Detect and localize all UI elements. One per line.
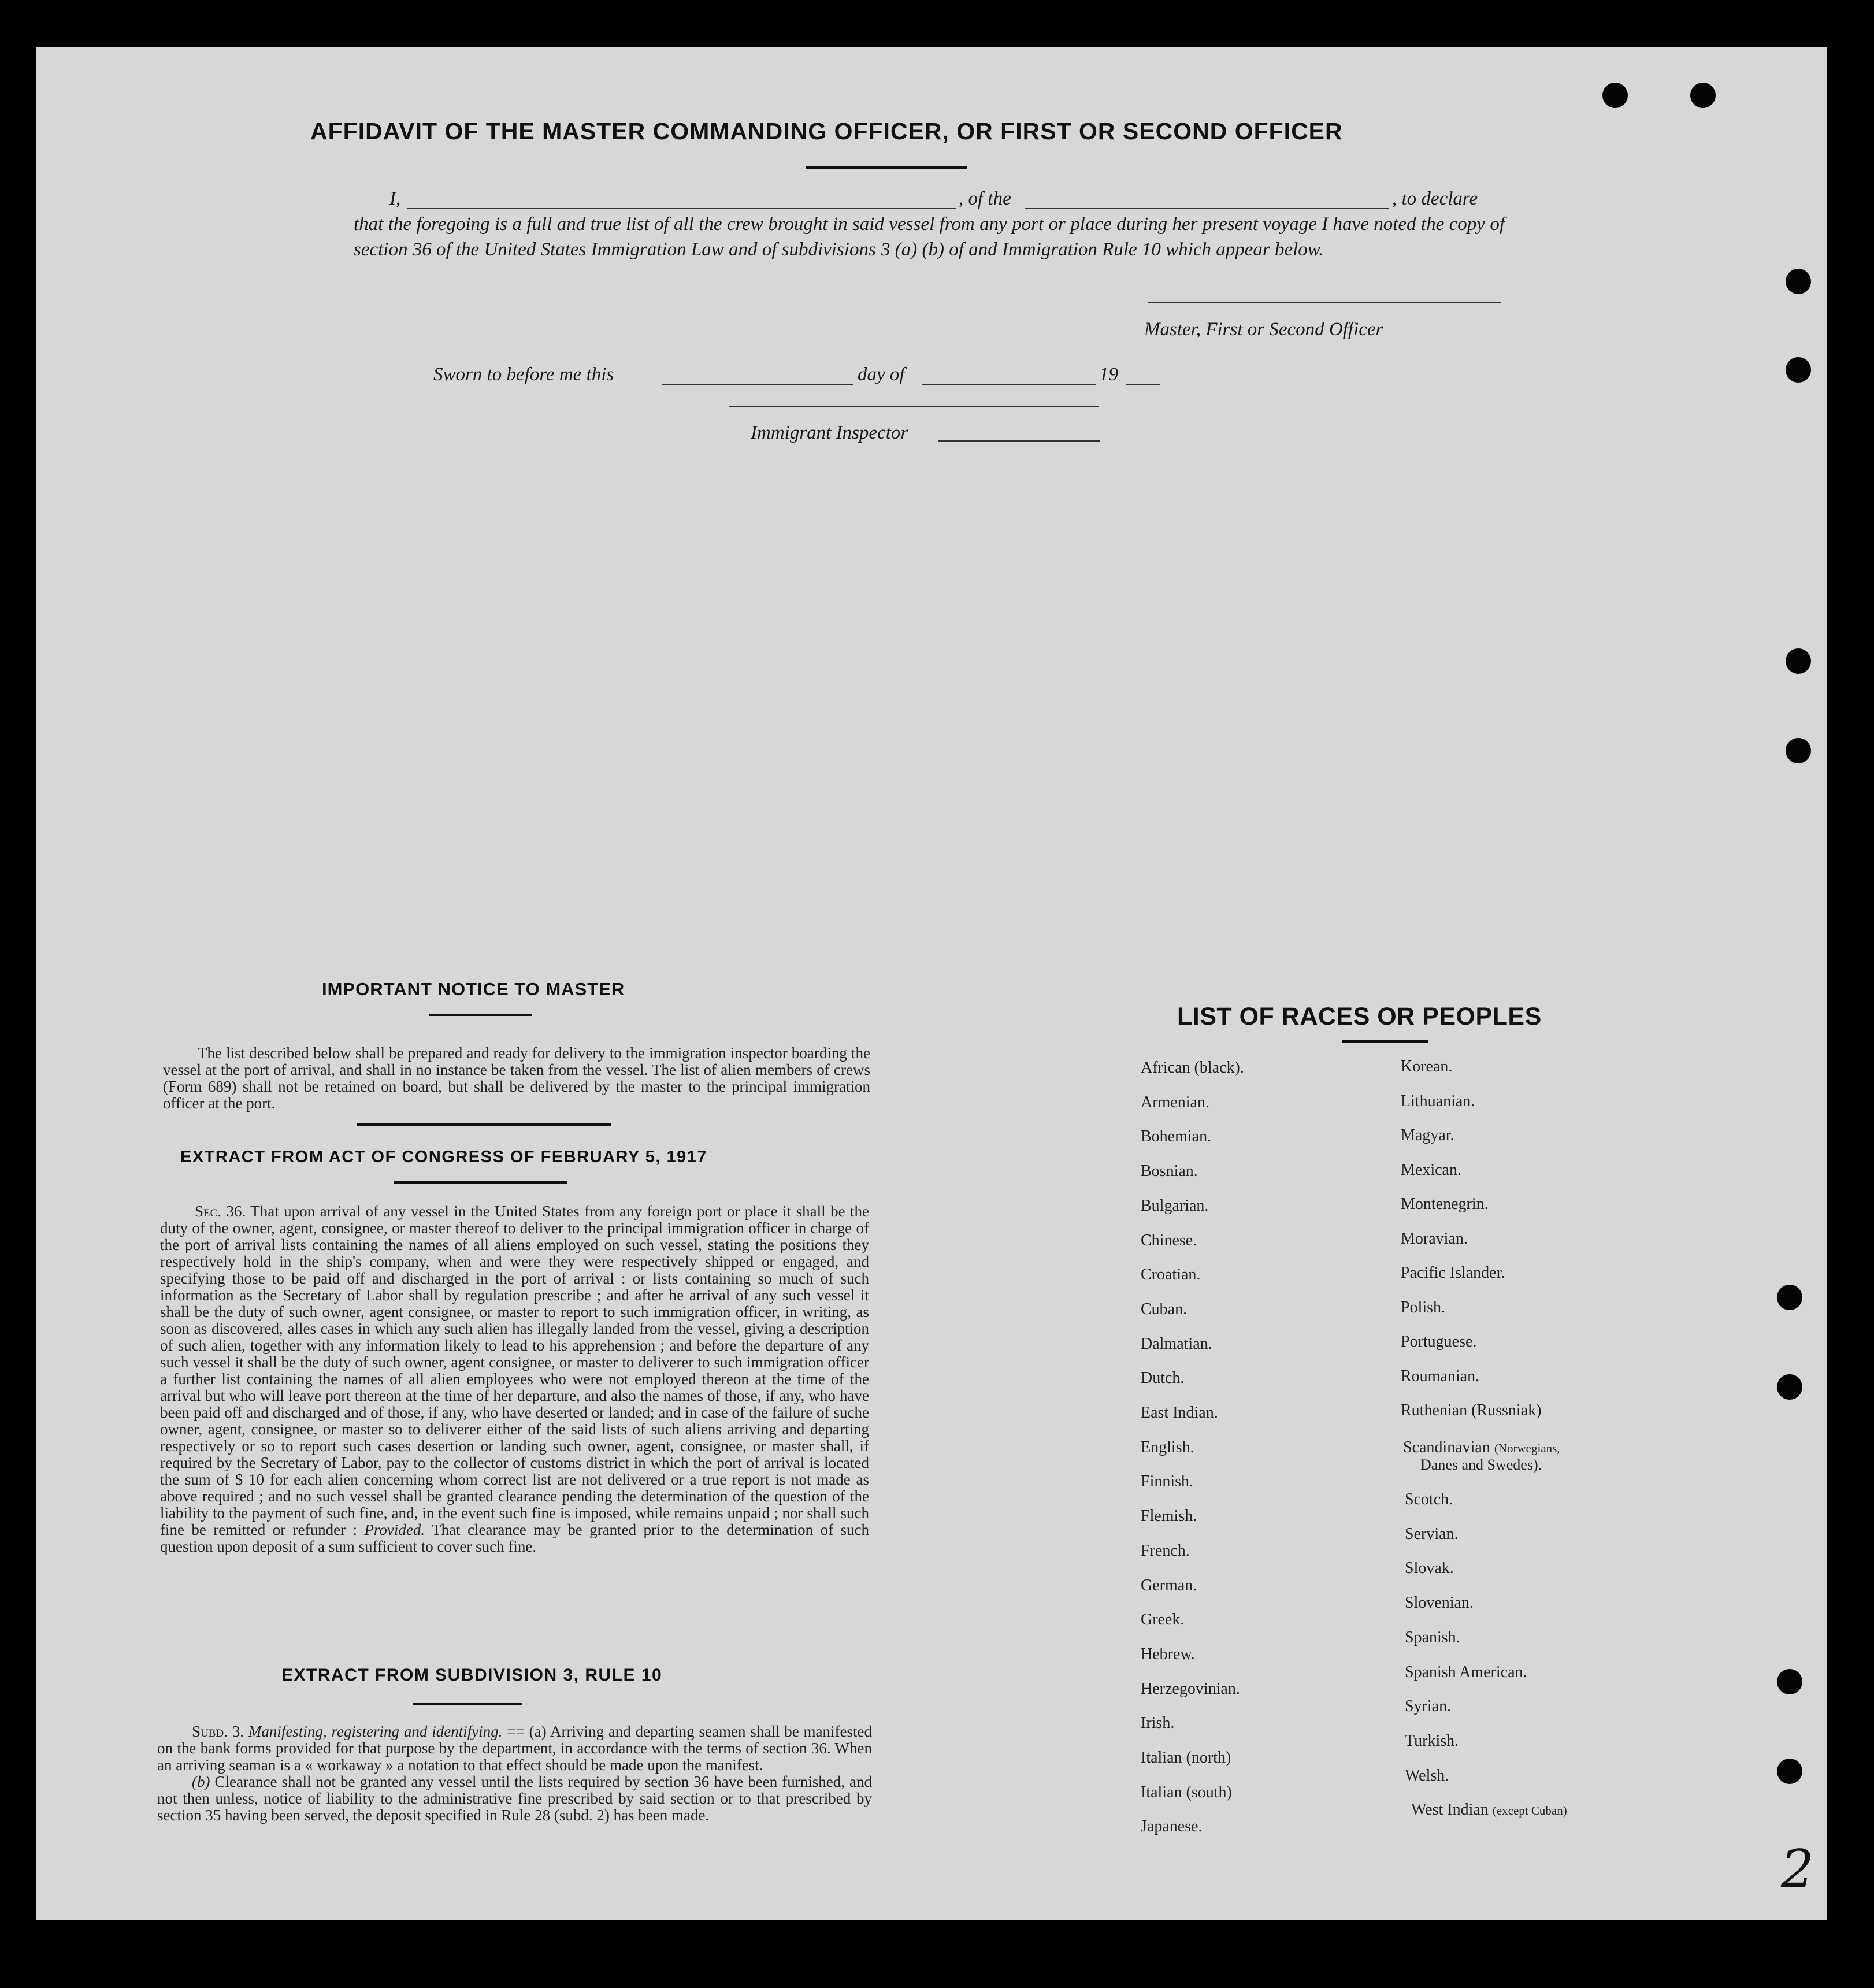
sworn-label: Sworn to before me this xyxy=(433,364,614,385)
race-item: English. xyxy=(1141,1438,1194,1456)
extract-rule-title: EXTRACT FROM SUBDIVISION 3, RULE 10 xyxy=(281,1666,663,1685)
to-declare-label: , to declare xyxy=(1392,188,1478,209)
race-item: African (black). xyxy=(1141,1059,1244,1077)
race-west-indian: West Indian xyxy=(1411,1801,1489,1819)
notice-divider xyxy=(357,1123,611,1126)
race-item: Portuguese. xyxy=(1401,1333,1477,1351)
notice-title-underline xyxy=(429,1014,532,1016)
race-item: Slovak. xyxy=(1405,1559,1454,1578)
declarant-line xyxy=(389,186,1505,212)
manifest-sheet xyxy=(36,47,1827,1920)
sec-36-body-end: That clearance may be granted prior to the determination of such question upon deposit of a sum sufficient to cover such fine. xyxy=(160,1521,870,1555)
races-title-underline xyxy=(1342,1040,1428,1043)
race-item: Scotch. xyxy=(1405,1490,1453,1508)
race-item: Italian (south) xyxy=(1141,1783,1232,1801)
day-of-label: day of xyxy=(858,364,905,385)
race-scandinavian-line2: Danes and Swedes). xyxy=(1420,1456,1542,1473)
sworn-day-blank[interactable] xyxy=(662,384,853,385)
race-item: Bohemian. xyxy=(1141,1127,1212,1146)
race-scandinavian-note: (Norwegians, xyxy=(1494,1441,1560,1455)
race-item: Bosnian. xyxy=(1141,1162,1198,1181)
punch-hole xyxy=(1777,1374,1802,1400)
race-item: Flemish. xyxy=(1141,1507,1197,1526)
race-item xyxy=(1403,1438,1560,1457)
race-item: Polish. xyxy=(1401,1298,1446,1316)
race-item: Lithuanian. xyxy=(1401,1092,1475,1110)
punch-hole xyxy=(1786,648,1811,674)
race-west-indian-note: (except Cuban) xyxy=(1492,1804,1567,1818)
race-item: Servian. xyxy=(1405,1525,1459,1543)
subd-3-text-b: Clearance shall not be granted any vessel until the lists required by section 36 have been furnished, and not then unless, notice of liability to the administrative fine prescribed by said section or to that prescribed by section 35 having been served, the deposit specified in Rule 28 (subd. 2) has been made. xyxy=(157,1773,873,1824)
race-item: Hebrew. xyxy=(1141,1645,1195,1663)
race-item: Chinese. xyxy=(1141,1231,1197,1249)
sworn-year-blank[interactable] xyxy=(1126,384,1160,385)
punch-hole xyxy=(1786,269,1811,294)
inspector-label: Immigrant Inspector xyxy=(751,422,908,443)
race-item: Herzegovinian. xyxy=(1141,1679,1240,1698)
affidavit-title-underline xyxy=(806,166,967,169)
officer-signature-line[interactable] xyxy=(1148,302,1501,303)
race-item: Dalmatian. xyxy=(1141,1334,1212,1353)
race-item: Mexican. xyxy=(1401,1160,1461,1179)
year-prefix-label: 19 xyxy=(1099,364,1118,385)
extract-rule-text xyxy=(157,1723,872,1824)
race-item: Cuban. xyxy=(1141,1300,1188,1318)
affidavit-title: AFFIDAVIT OF THE MASTER COMMANDING OFFICER, OR FIRST OR SECOND OFFICER xyxy=(310,118,1343,144)
declarant-name-blank[interactable] xyxy=(407,208,956,209)
sworn-line xyxy=(433,362,1219,387)
subd-3-label: Subd. 3. xyxy=(192,1723,244,1740)
sec-36-body: That upon arrival of any vessel in the United States from any foreign port or place it shall be the duty of the owner, agent, consignee, or master thereof to deliver to the principal immigration officer in charge of the port of arrival lists containing the names of all aliens employed on such vessel, stating the positions they respectively hold in the ship's company, when and were they were respectively shipped or engaged, and specifying those to be paid off and discharged in the port of arrival : or lists containing so much of such information as the Secretary of Labor shall by regulation prescribe ; and after he arrival of any such vessel it shall be the duty of such owner, agent consignee, or master to report to such immigration officer, in writing, as soon as discovered, alles cases in which any such alien has illegally landed from the vessel, giving a description of such alien, together with any information likely to lead to his apprehension ; and before the departure of any such vessel it shall be the duty of such owner, agent consignee, or master to deliverer to such immigration officer a further list containing the names of all alien employees who were not employed thereon at the time of the arrival but who will leave port thereon at the time of her departure, and also the names of those, if any, who have been paid off and discharged and of those, if any, who have deserted or landed; and in case of the failure of suche owner, agent, consignee, or master so to deliverer either of the said lists of such aliens arriving and departing respectively or so to report such cases desertion or landing such owner, agent, consignee, or master shall, if required by the Secretary of Labor, pay to the collector of customs district in which the port of arrival is located the sum of $ 10 for each alien concerning whom correct list are not delivered or a true report is not made as above required ; and no such vessel shall be granted clearance pending the determination of the question of the liability to the payment of such fine, and, in the event such fine is imposed, while remains unpaid ; nor shall such fine be remitted or refunder : xyxy=(160,1203,869,1538)
extract-act-text xyxy=(160,1203,869,1555)
notice-title: IMPORTANT NOTICE TO MASTER xyxy=(322,979,625,999)
race-item: Armenian. xyxy=(1141,1093,1209,1111)
race-item: Croatian. xyxy=(1141,1266,1201,1284)
race-item: Dutch. xyxy=(1141,1369,1185,1388)
race-item: East Indian. xyxy=(1141,1404,1218,1422)
race-item: French. xyxy=(1141,1541,1190,1560)
subd-b-label: (b) xyxy=(192,1773,210,1790)
race-item: Pacific Islander. xyxy=(1401,1264,1505,1282)
inspector-label-rule xyxy=(938,440,1100,442)
race-item: Greek. xyxy=(1141,1611,1185,1629)
declaration-text: that the foregoing is a full and true list of all the crew brought in said vessel from any port or place during her present voyage I have noted the copy of section 36 of the United States Immigration Law and of subdivisions 3 (a) (b) of and Immigration Rule 10 which appear below. xyxy=(354,214,1505,260)
sworn-month-blank[interactable] xyxy=(922,384,1096,385)
races-title: LIST OF RACES OR PEOPLES xyxy=(1177,1003,1542,1030)
officer-signature-label: Master, First or Second Officer xyxy=(1144,319,1383,340)
race-item xyxy=(1411,1801,1567,1819)
subd-3-heading: Manifesting, registering and identifying. xyxy=(248,1723,503,1740)
punch-hole xyxy=(1777,1285,1802,1310)
punch-hole xyxy=(1777,1759,1802,1784)
race-item: Moravian. xyxy=(1401,1229,1468,1248)
race-item xyxy=(1420,1456,1542,1474)
race-item: Japanese. xyxy=(1141,1818,1203,1836)
notice-text: The list described below shall be prepared and ready for delivery to the immigration inspector boarding the vessel at the port of arrival, and shall in no instance be taken from the vessel. The list of alien members of crews (Form 689) shall not be retained on board, but shall be delivered by the master to the principal immigration officer at the port. xyxy=(163,1044,870,1112)
inspector-signature-line[interactable] xyxy=(729,406,1099,407)
punch-hole xyxy=(1602,83,1628,108)
provided-label: Provided. xyxy=(364,1521,425,1538)
extract-act-title: EXTRACT FROM ACT OF CONGRESS OF FEBRUARY 5, 1917 xyxy=(180,1148,708,1166)
punch-hole xyxy=(1690,83,1716,108)
race-item: Italian (north) xyxy=(1141,1749,1231,1767)
extract-act-underline xyxy=(394,1181,567,1184)
page-number-mark: 2 xyxy=(1781,1839,1814,1900)
race-item: Syrian. xyxy=(1405,1697,1452,1716)
race-item: Korean. xyxy=(1401,1058,1453,1075)
race-item: Slovenian. xyxy=(1405,1594,1474,1612)
punch-hole xyxy=(1786,357,1811,383)
race-item: Welsh. xyxy=(1405,1766,1449,1785)
race-item: Spanish. xyxy=(1405,1628,1460,1646)
vessel-name-blank[interactable] xyxy=(1025,208,1389,209)
race-item: Ruthenian (Russniak) xyxy=(1401,1401,1542,1419)
race-item: Turkish. xyxy=(1405,1731,1459,1750)
declarant-i-label: I, xyxy=(389,188,401,209)
race-item: German. xyxy=(1141,1576,1197,1594)
race-item: Magyar. xyxy=(1401,1126,1454,1144)
of-the-label: , of the xyxy=(959,188,1011,209)
race-item: Montenegrin. xyxy=(1401,1195,1489,1213)
punch-hole xyxy=(1777,1669,1802,1694)
subd-3-text-a: == (a) Arriving and departing seamen shall be manifested on the bank forms provided for that purpose by the department, in accordance with the terms of section 36. When an arriving seaman is a « workaway » a notation to that effect should be made upon the manifest. xyxy=(157,1723,872,1774)
race-item: Roumanian. xyxy=(1401,1367,1480,1385)
race-item: Finnish. xyxy=(1141,1473,1194,1491)
race-item: Spanish American. xyxy=(1405,1663,1527,1681)
extract-rule-underline xyxy=(413,1703,522,1705)
race-item: Irish. xyxy=(1141,1714,1175,1733)
race-scandinavian: Scandinavian xyxy=(1403,1438,1490,1456)
punch-hole xyxy=(1786,738,1811,763)
sec-36-label: Sec. 36. xyxy=(195,1203,246,1220)
race-item: Bulgarian. xyxy=(1141,1196,1209,1215)
